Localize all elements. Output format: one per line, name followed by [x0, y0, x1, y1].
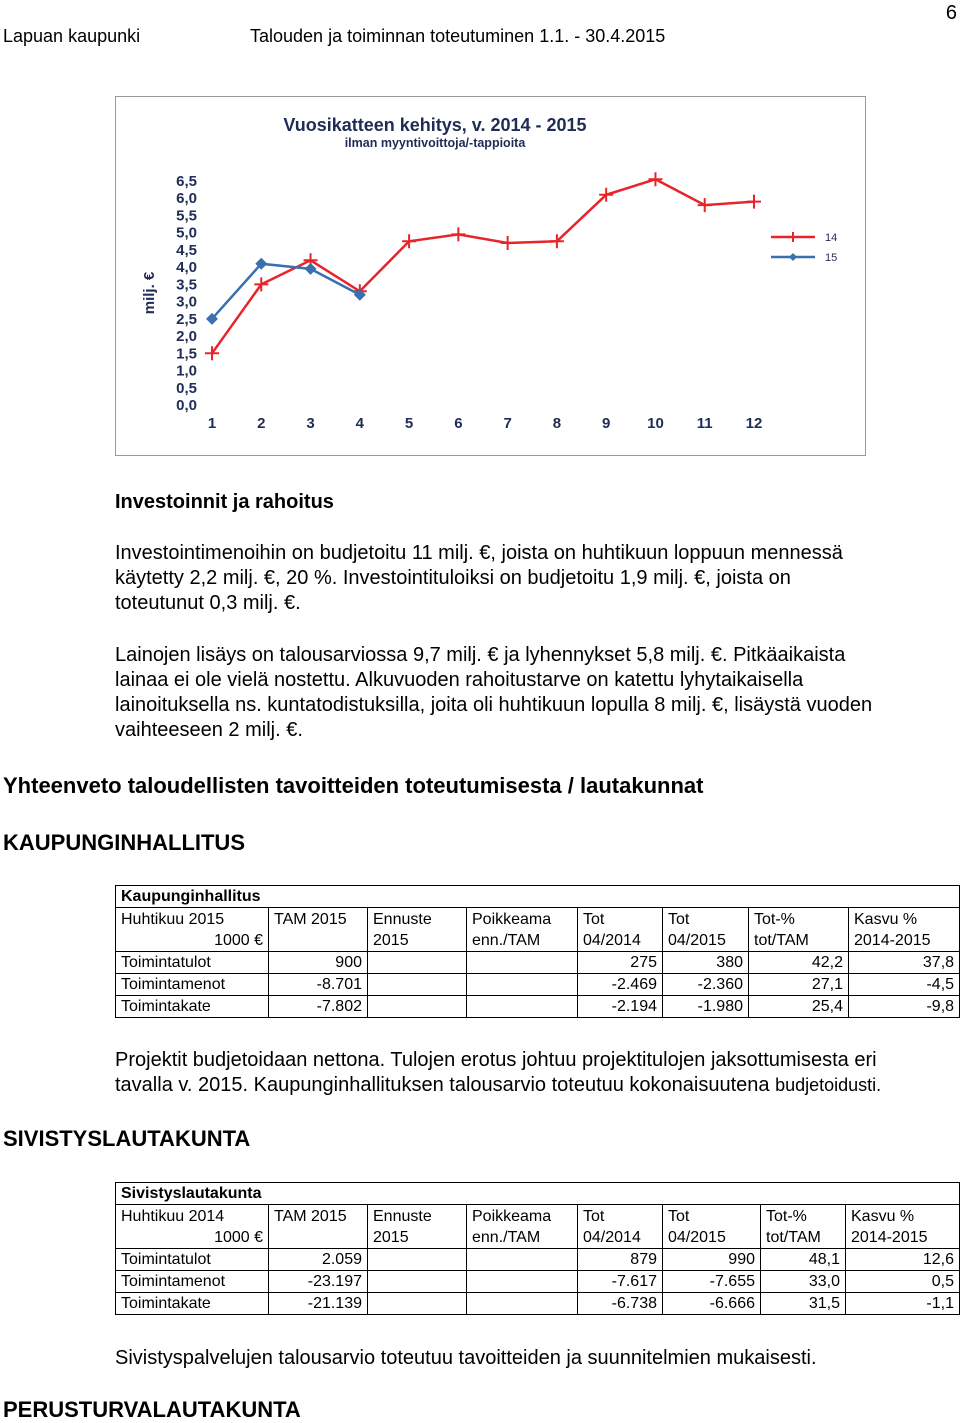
col-header-tot-2014: Tot 04/2014: [578, 1205, 663, 1249]
col-header-ennuste: Ennuste 2015: [368, 1205, 467, 1249]
cell-tot-2015: -7.655: [663, 1271, 761, 1293]
cell-tam: 900: [269, 952, 368, 974]
y-tick-label: 6,5: [176, 173, 197, 190]
investments-paragraph-2: [115, 643, 955, 743]
legend-marker-14: [788, 232, 798, 242]
cell-tot-2014: -6.738: [578, 1293, 663, 1315]
table-header-row: [116, 1205, 960, 1249]
cell-tot-percent: 25,4: [749, 996, 849, 1018]
cell-tot-2015: -1.980: [663, 996, 749, 1018]
cell-tam: -8.701: [269, 974, 368, 996]
col-header-tot-percent: Tot-% tot/TAM: [761, 1205, 846, 1249]
chart-subtitle: ilman myyntivoittoja/-tappioita: [344, 136, 526, 150]
y-tick-label: 3,5: [176, 276, 197, 294]
col-header-tot-percent: Tot-% tot/TAM: [749, 908, 849, 952]
table-title: Sivistyslautakunta: [116, 1183, 960, 1205]
chart-frame: [115, 96, 866, 456]
sivistyslautakunta-note: Sivistyspalvelujen talousarvio toteutuu tavoitteiden ja suunnitelmien mukaisesti.: [115, 1347, 817, 1369]
text-line: lainoituksella ns. kuntatodistuksilla, joita oli huhtikuun lopulla 8 milj. €, lisäystä vuoden: [115, 694, 873, 716]
cell-kasvu: -1,1: [846, 1293, 960, 1315]
cell-ennuste: [368, 996, 467, 1018]
col-header-kasvu: Kasvu % 2014-2015: [846, 1205, 960, 1249]
legend-marker-15: [789, 253, 797, 261]
kaupunginhallitus-note: [115, 1048, 955, 1098]
section-heading-perusturvalautakunta: PERUSTURVALAUTAKUNTA: [3, 1397, 301, 1422]
cell-tam: -23.197: [269, 1271, 368, 1293]
x-tick-label: 5: [404, 415, 414, 432]
x-tick-label: 11: [696, 415, 713, 432]
note-text: tavalla v. 2015. Kaupunginhallituksen talousarvio toteutuu kokonaisuutena: [115, 1074, 776, 1096]
y-tick-label: 1,5: [176, 345, 197, 363]
cell-tot-percent: 42,2: [749, 952, 849, 974]
x-tick-label: 1: [207, 415, 217, 432]
text-line: Investointimenoihin on budjetoitu 11 milj. €, joista on huhtikuun loppuun mennessä: [115, 542, 843, 564]
y-tick-label: 5,0: [176, 224, 197, 242]
x-tick-label: 12: [745, 415, 763, 432]
text-line: [115, 1073, 955, 1098]
row-label: Toimintamenot: [116, 974, 269, 996]
chart-title: Vuosikatteen kehitys, v. 2014 - 2015: [283, 115, 587, 135]
section-heading-sivistyslautakunta: SIVISTYSLAUTAKUNTA: [3, 1126, 251, 1151]
row-label: Toimintatulot: [116, 952, 269, 974]
cell-tot-2015: 990: [663, 1249, 761, 1271]
header-report-title: Talouden ja toiminnan toteutuminen 1.1. - 30.4.2015: [250, 26, 666, 46]
legend-label: 15: [825, 252, 838, 264]
y-tick-label: 4,5: [176, 241, 197, 259]
x-tick-label: 8: [552, 415, 562, 432]
cell-kasvu: -9,8: [849, 996, 960, 1018]
investments-heading: Investoinnit ja rahoitus: [115, 491, 334, 513]
col-header-ennuste: Ennuste 2015: [368, 908, 467, 952]
table-title-row: [116, 886, 960, 908]
y-tick-label: 4,0: [176, 259, 197, 277]
y-tick-label: 5,5: [176, 207, 197, 225]
col-header-period: Huhtikuu 2014 1000 €: [116, 1205, 269, 1249]
col-header-tot-2014: Tot 04/2014: [578, 908, 663, 952]
x-tick-label: 10: [647, 415, 664, 432]
cell-tot-2015: -6.666: [663, 1293, 761, 1315]
row-label: Toimintakate: [116, 1293, 269, 1315]
note-text-tail: budjetoidusti.: [775, 1075, 882, 1095]
table-title-row: [116, 1183, 960, 1205]
cell-tam: -21.139: [269, 1293, 368, 1315]
text-line: Lainojen lisäys on talousarviossa 9,7 milj. € ja lyhennykset 5,8 milj. €. Pitkäaikaista: [115, 644, 846, 666]
col-header-tot-2015: Tot 04/2015: [663, 1205, 761, 1249]
cell-tot-2014: -2.469: [578, 974, 663, 996]
y-axis-label: milj. €: [141, 271, 158, 315]
text-line: Projektit budjetoidaan nettona. Tulojen erotus johtuu projektitulojen jaksottumisesta eri: [115, 1049, 877, 1071]
y-tick-label: 3,0: [176, 293, 197, 311]
cell-tam: 2.059: [269, 1249, 368, 1271]
table-row: [116, 1249, 960, 1271]
table-title: Kaupunginhallitus: [116, 886, 960, 908]
cell-ennuste: [368, 1293, 467, 1315]
kaupunginhallitus-table: [115, 885, 960, 1018]
col-header-poikkeama: Poikkeama enn./TAM: [467, 1205, 578, 1249]
cell-kasvu: -4,5: [849, 974, 960, 996]
text-line: vaihteeseen 2 milj. €.: [115, 719, 303, 741]
data-point-14: [648, 172, 662, 186]
legend-label: 14: [825, 232, 838, 244]
line-chart: [116, 97, 865, 455]
col-header-kasvu: Kasvu % 2014-2015: [849, 908, 960, 952]
row-label: Toimintakate: [116, 996, 269, 1018]
cell-tot-percent: 31,5: [761, 1293, 846, 1315]
cell-tot-2015: -2.360: [663, 974, 749, 996]
cell-ennuste: [368, 1271, 467, 1293]
header-city: Lapuan kaupunki: [3, 26, 141, 46]
investments-paragraph-1: [115, 541, 955, 616]
col-header-tam: TAM 2015: [269, 908, 368, 952]
cell-kasvu: 37,8: [849, 952, 960, 974]
summary-heading: Yhteenveto taloudellisten tavoitteiden toteutumisesta / lautakunnat: [3, 773, 704, 798]
cell-poikkeama: [467, 1271, 578, 1293]
table-row: [116, 996, 960, 1018]
x-tick-label: 3: [306, 415, 315, 432]
table-row: [116, 952, 960, 974]
cell-tot-2015: 380: [663, 952, 749, 974]
y-tick-label: 2,5: [176, 310, 197, 328]
data-point-15: [305, 263, 317, 275]
table-header-row: [116, 908, 960, 952]
cell-poikkeama: [467, 1293, 578, 1315]
cell-poikkeama: [467, 1249, 578, 1271]
col-header-poikkeama: Poikkeama enn./TAM: [467, 908, 578, 952]
y-tick-label: 0,5: [176, 379, 197, 397]
x-tick-label: 9: [602, 415, 611, 432]
cell-kasvu: 12,6: [846, 1249, 960, 1271]
col-header-period: Huhtikuu 2015 1000 €: [116, 908, 269, 952]
data-point-14: [698, 198, 712, 212]
table-row: [116, 1271, 960, 1293]
table-row: [116, 974, 960, 996]
y-tick-label: 0,0: [176, 397, 197, 414]
data-point-14: [501, 236, 515, 250]
cell-tot-2014: 275: [578, 952, 663, 974]
cell-tot-2014: -7.617: [578, 1271, 663, 1293]
cell-poikkeama: [467, 974, 578, 996]
cell-ennuste: [368, 952, 467, 974]
cell-tot-2014: -2.194: [578, 996, 663, 1018]
x-tick-label: 2: [257, 415, 266, 432]
text-line: lainaa ei ole vielä nostettu. Alkuvuoden rahoitustarve on katettu lyhytaikaisella: [115, 669, 804, 691]
cell-tot-percent: 27,1: [749, 974, 849, 996]
col-header-tot-2015: Tot 04/2015: [663, 908, 749, 952]
data-point-14: [451, 227, 465, 241]
row-label: Toimintamenot: [116, 1271, 269, 1293]
cell-tot-2014: 879: [578, 1249, 663, 1271]
col-header-tam: TAM 2015: [269, 1205, 368, 1249]
x-tick-label: 4: [355, 415, 364, 432]
cell-tot-percent: 33,0: [761, 1271, 846, 1293]
x-tick-label: 7: [503, 415, 512, 432]
cell-tam: -7.802: [269, 996, 368, 1018]
section-heading-kaupunginhallitus: KAUPUNGINHALLITUS: [3, 830, 245, 855]
sivistyslautakunta-table: [115, 1182, 960, 1315]
cell-poikkeama: [467, 996, 578, 1018]
cell-kasvu: 0,5: [846, 1271, 960, 1293]
cell-tot-percent: 48,1: [761, 1249, 846, 1271]
page-number: 6: [945, 2, 957, 24]
cell-ennuste: [368, 1249, 467, 1271]
y-tick-label: 6,0: [176, 190, 197, 208]
text-line: käytetty 2,2 milj. €, 20 %. Investointituloiksi on budjetoitu 1,9 milj. €, joista on: [115, 567, 791, 589]
cell-poikkeama: [467, 952, 578, 974]
text-line: toteutunut 0,3 milj. €.: [115, 592, 301, 614]
row-label: Toimintatulot: [116, 1249, 269, 1271]
x-tick-label: 6: [454, 415, 463, 432]
cell-ennuste: [368, 974, 467, 996]
y-tick-label: 2,0: [176, 328, 197, 346]
y-tick-label: 1,0: [176, 362, 197, 380]
table-row: [116, 1293, 960, 1315]
data-point-14: [747, 195, 761, 209]
